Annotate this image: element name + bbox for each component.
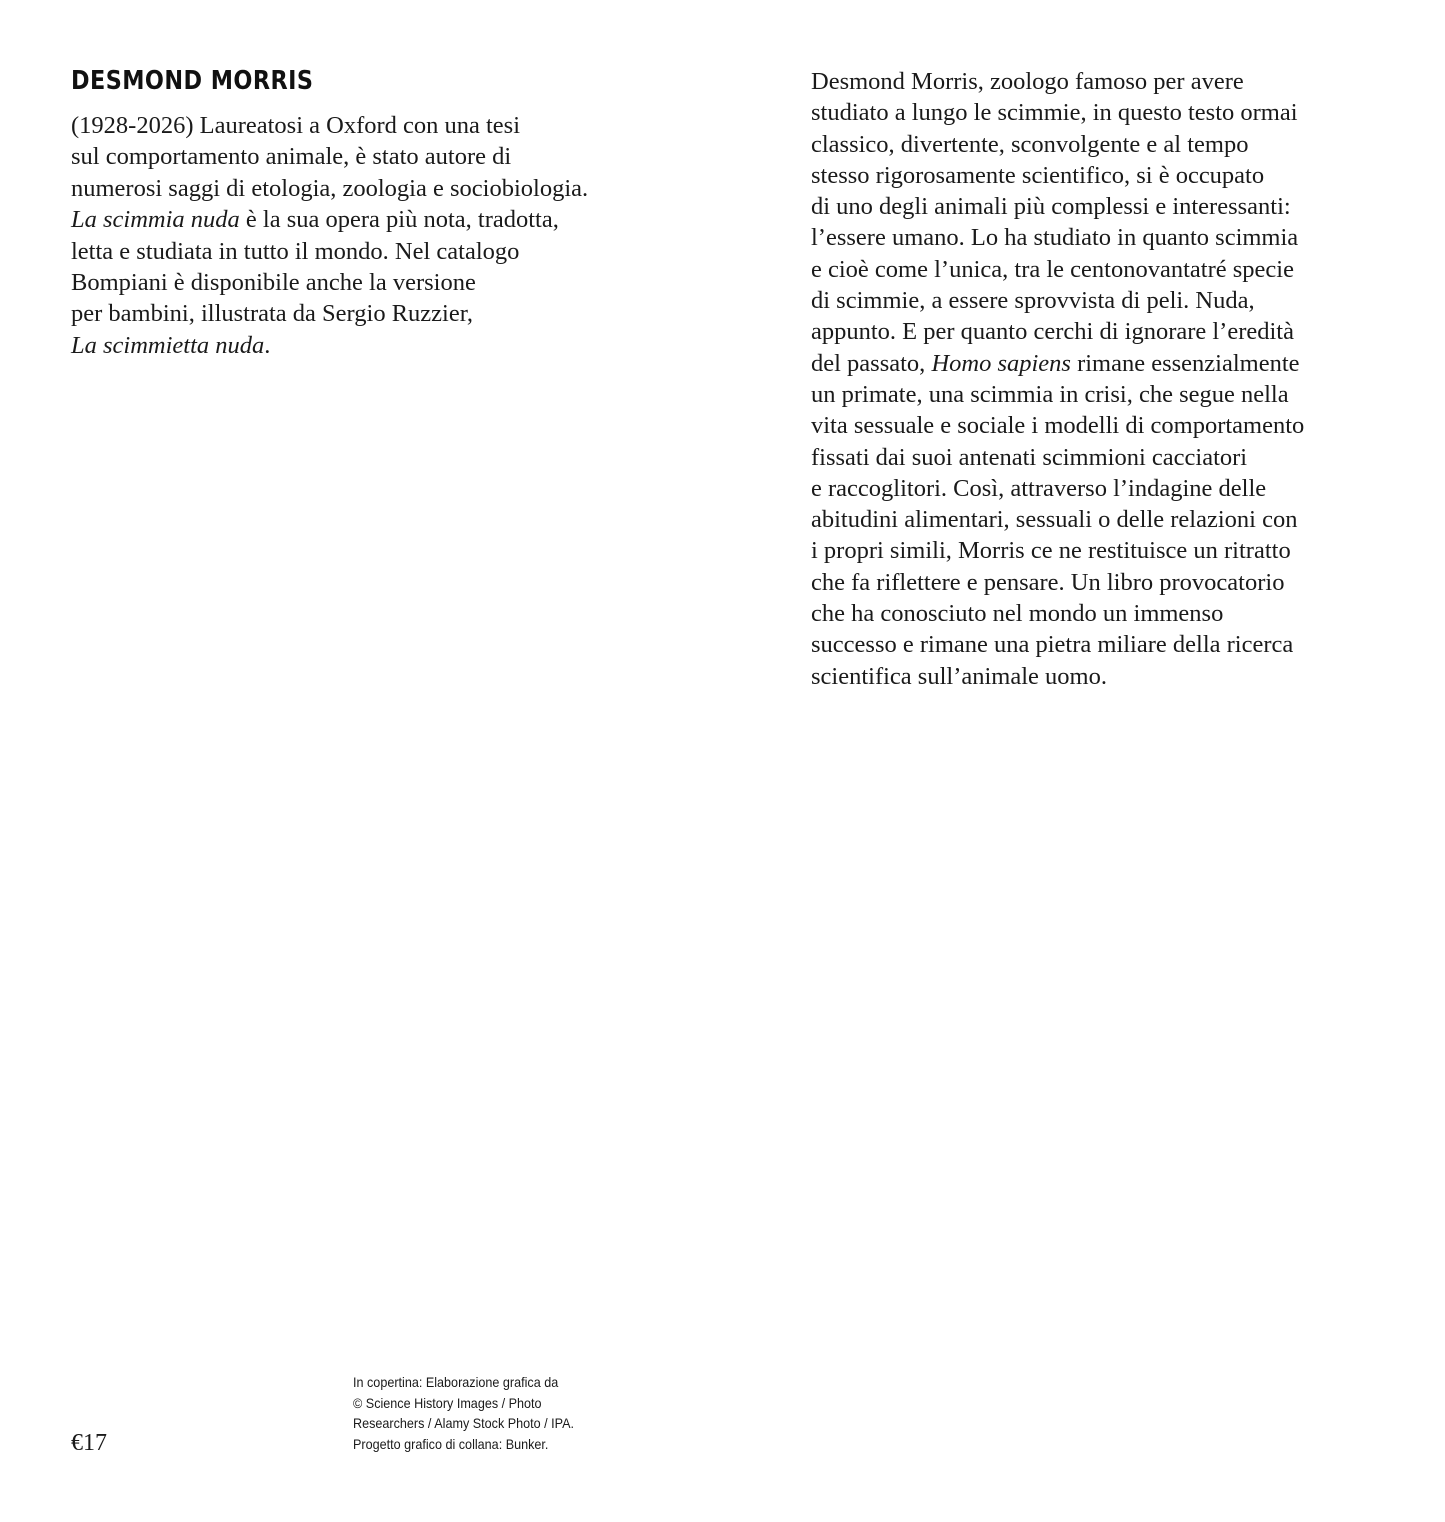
synopsis-line: e cioè come l’unica, tra le centonovantatré specie xyxy=(811,255,1294,283)
credits-line: Progetto grafico di collana: Bunker. xyxy=(353,1435,549,1452)
synopsis-line: vita sessuale e sociale i modelli di comportamento xyxy=(811,412,1305,440)
synopsis-line: classico, divertente, sconvolgente e al tempo xyxy=(811,130,1249,158)
synopsis-line: scientifica sull’animale uomo. xyxy=(811,662,1107,690)
credits-line: Researchers / Alamy Stock Photo / IPA. xyxy=(353,1415,575,1432)
synopsis-line: i propri simili, Morris ce ne restituisce un ritratto xyxy=(811,537,1291,565)
synopsis-line: appunto. E per quanto cerchi di ignorare l’eredità xyxy=(811,318,1294,346)
price-label: €17 xyxy=(71,1430,107,1456)
bio-text: è la sua opera più nota, tradotta, xyxy=(239,206,559,234)
synopsis-line: stesso rigorosamente scientifico, si è occupato xyxy=(811,161,1265,189)
synopsis-line: studiato a lungo le scimmie, in questo testo ormai xyxy=(811,99,1298,127)
cover-credits xyxy=(353,1372,599,1454)
synopsis-line: abitudini alimentari, sessuali o delle relazioni con xyxy=(811,506,1298,534)
synopsis-line: l’essere umano. Lo ha studiato in quanto scimmia xyxy=(811,224,1299,252)
synopsis-line: di scimmie, a essere sprovvista di peli. Nuda, xyxy=(811,287,1255,315)
author-name: DESMOND MORRIS xyxy=(71,66,314,96)
bio-line: numerosi saggi di etologia, zoologia e sociobiologia. xyxy=(71,174,589,202)
author-bio xyxy=(71,110,691,361)
bio-text: . xyxy=(264,331,271,359)
synopsis-line xyxy=(811,348,1411,379)
book-title-italic: La scimmietta nuda xyxy=(71,331,265,359)
bio-line xyxy=(71,204,691,235)
synopsis-line: Desmond Morris, zoologo famoso per avere xyxy=(811,68,1244,95)
credits-line: © Science History Images / Photo xyxy=(353,1394,542,1411)
species-name-italic: Homo sapiens xyxy=(931,349,1071,377)
synopsis-line: di uno degli animali più complessi e interessanti: xyxy=(811,193,1291,221)
synopsis-line: un primate, una scimmia in crisi, che segue nella xyxy=(811,380,1289,408)
synopsis-line: che ha conosciuto nel mondo un immenso xyxy=(811,600,1224,628)
bio-line: letta e studiata in tutto il mondo. Nel catalogo xyxy=(71,237,520,265)
bio-line: (1928-2026) Laureatosi a Oxford con una tesi xyxy=(71,112,521,139)
credits-line: In copertina: Elaborazione grafica da xyxy=(353,1374,559,1390)
bio-line xyxy=(71,330,691,361)
synopsis-line: e raccoglitori. Così, attraverso l’indagine delle xyxy=(811,474,1267,502)
synopsis-line: che fa riflettere e pensare. Un libro provocatorio xyxy=(811,568,1285,596)
bio-line: sul comportamento animale, è stato autore di xyxy=(71,143,512,171)
book-synopsis xyxy=(811,66,1411,692)
synopsis-line: fissati dai suoi antenati scimmioni cacciatori xyxy=(811,443,1248,471)
synopsis-line: successo e rimane una pietra miliare della ricerca xyxy=(811,631,1294,659)
synopsis-text: rimane essenzialmente xyxy=(1070,349,1300,377)
book-title-italic: La scimmia nuda xyxy=(71,206,240,234)
bio-line: per bambini, illustrata da Sergio Ruzzier, xyxy=(71,300,474,328)
synopsis-text: del passato, xyxy=(811,349,932,377)
bio-line: Bompiani è disponibile anche la versione xyxy=(71,269,476,297)
